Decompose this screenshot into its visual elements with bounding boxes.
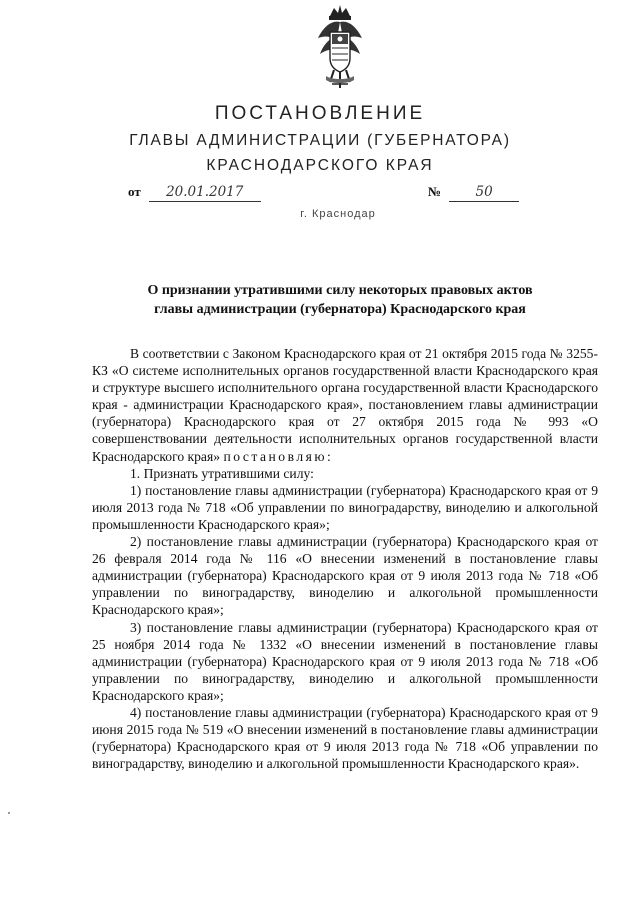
intro-text: В соответствии с Законом Краснодарского края от 21 октября 2015 года № 3255-КЗ «О системе исполнительных органов государственной власти Краснодарского края и структуре высшего исполнительного органа государственной власти Краснодарского края - администрации Краснодарского края», постановлением главы администрации (губернатора) Краснодарского края от 27 октября 2015 года № 993 «О совершенствовании деятельности исполнительных органов государственной власти Краснодарского края»: [92, 346, 598, 464]
item-1-heading: 1. Признать утратившими силу:: [130, 465, 314, 481]
date-label: от: [128, 184, 141, 199]
city-label: г. Краснодар: [300, 208, 376, 220]
number-value: 50: [449, 184, 519, 202]
region-heading: КРАСНОДАРСКОГО КРАЯ: [206, 157, 434, 174]
scan-speck: [8, 812, 10, 814]
date-value: 20.01.2017: [149, 184, 261, 202]
number-line: [428, 184, 519, 202]
coat-of-arms-icon: [312, 2, 368, 94]
intro-paragraph: [92, 345, 598, 465]
intro-verb: постановляю:: [223, 448, 334, 464]
document-title: [70, 281, 610, 319]
issuer-heading: ГЛАВЫ АДМИНИСТРАЦИИ (ГУБЕРНАТОРА): [129, 132, 511, 149]
sub-item-1: 1) постановление главы администрации (губернатора) Краснодарского края от 9 июля 2013 года № 718 «Об управлении по виноградарству, виноделию и алкогольной промышленности Краснодарского края»;: [92, 482, 598, 532]
date-line: [128, 184, 261, 202]
number-label: №: [428, 184, 442, 199]
sub-item-3: 3) постановление главы администрации (губернатора) Краснодарского края от 25 ноября 2014 года № 1332 «О внесении изменений в постановление главы администрации (губернатора) Краснодарского края от 9 июля 2013 года № 718 «Об управлении по виноградарству, виноделию и алкогольной промышленности Краснодарского края»;: [92, 619, 598, 703]
title-line-1: О признании утратившими силу некоторых правовых актов: [147, 283, 533, 298]
sub-item-2: 2) постановление главы администрации (губернатора) Краснодарского края от 26 февраля 2014 года № 116 «О внесении изменений в постановление главы администрации (губернатора) Краснодарского края от 9 июля 2013 года № 718 «Об управлении по виноградарству, виноделию и алкогольной промышленности Краснодарского края»;: [92, 534, 598, 618]
title-line-2: главы администрации (губернатора) Краснодарского края: [154, 302, 526, 317]
document-body: [92, 345, 598, 772]
sub-item-4: 4) постановление главы администрации (губернатора) Краснодарского края от 9 июня 2015 года № 519 «О внесении изменений в постановление главы администрации (губернатора) Краснодарского края от 9 июля 2013 года № 718 «Об управлении по виноградарству, виноделию и алкогольной промышленности Краснодарского края».: [92, 704, 598, 772]
document-type-heading: ПОСТАНОВЛЕНИЕ: [214, 103, 426, 124]
